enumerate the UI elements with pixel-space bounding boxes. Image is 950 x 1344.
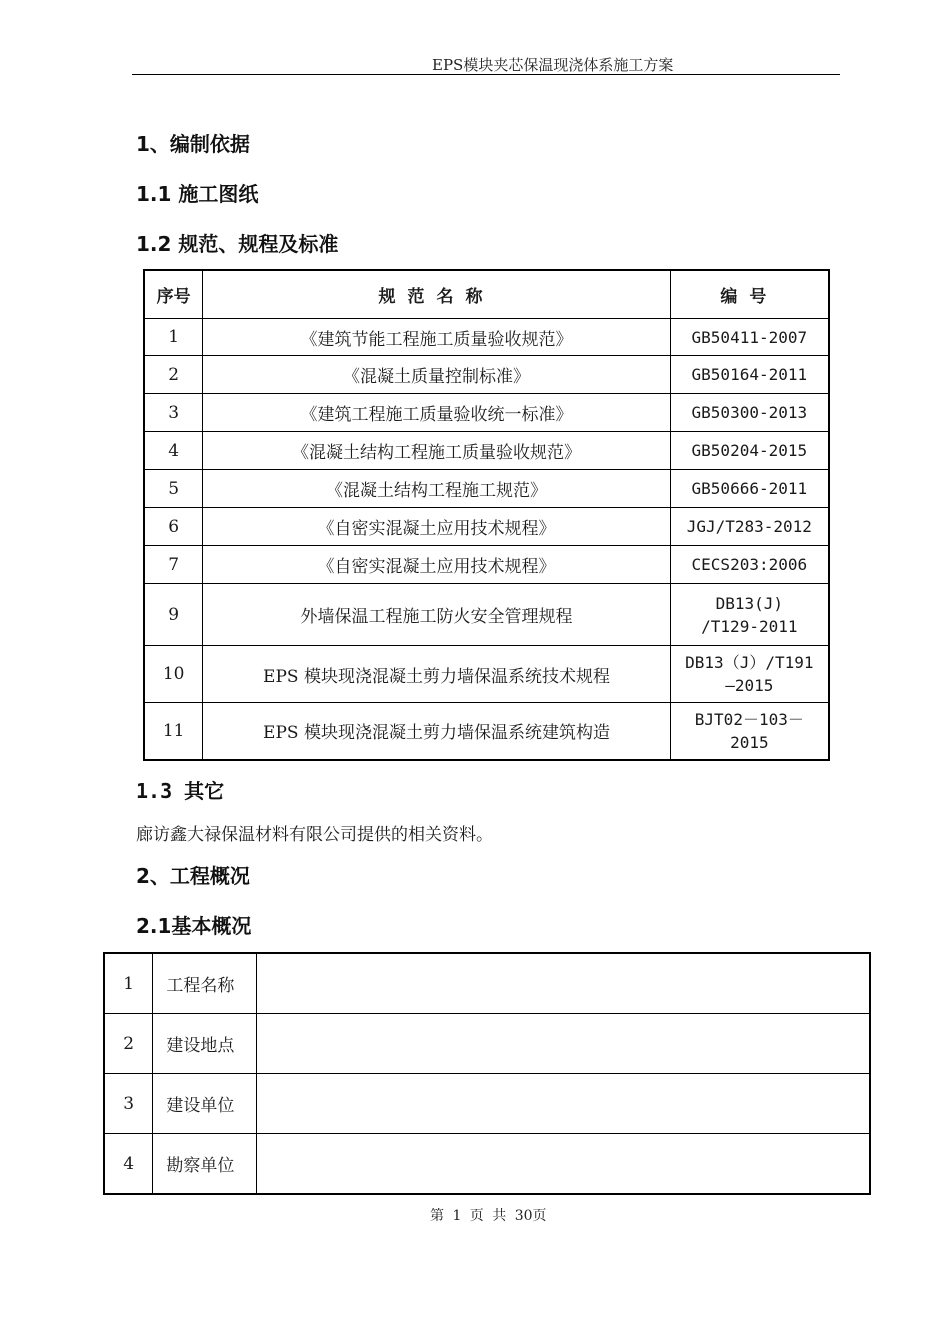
other-materials-text: 廊访鑫大禄保温材料有限公司提供的相关资料。 <box>136 825 493 845</box>
cell-label: 建设单位 <box>153 1074 257 1134</box>
cell-standard-name: 《混凝土结构工程施工质量验收规范》 <box>203 432 670 470</box>
code-line: DB13(J) <box>715 593 784 613</box>
cell-standard-name: 《自密实混凝土应用技术规程》 <box>203 508 670 546</box>
table-row <box>144 470 829 508</box>
section-heading-1-2: 1.2 规范、规程及标准 <box>136 232 339 256</box>
cell-no: 1 <box>104 953 153 1014</box>
cell-no: 3 <box>104 1074 153 1134</box>
table-row <box>104 953 870 1014</box>
table-row <box>104 1014 870 1074</box>
cell-standard-name: 《自密实混凝土应用技术规程》 <box>203 546 670 584</box>
cell-label: 建设地点 <box>153 1014 257 1074</box>
header-cell-code: 编号 <box>670 270 829 319</box>
cell-standard-code <box>670 394 829 432</box>
cell-standard-name: 《建筑工程施工质量验收统一标准》 <box>203 394 670 432</box>
cell-standard-code <box>670 546 829 584</box>
code-line: —2015 <box>725 676 774 695</box>
cell-standard-code <box>670 508 829 546</box>
section-heading-1-1: 1.1 施工图纸 <box>136 182 259 206</box>
header-cell-no: 序号 <box>144 270 203 319</box>
table-row <box>144 546 829 584</box>
standards-table <box>143 269 830 761</box>
cell-standard-code <box>670 584 829 646</box>
cell-standard-name: 《混凝土结构工程施工规范》 <box>203 470 670 508</box>
code-line: GB50164-2011 <box>691 365 808 384</box>
cell-standard-code <box>670 646 829 703</box>
code-line: GB50300-2013 <box>691 403 808 422</box>
cell-no: 5 <box>144 470 203 508</box>
cell-no: 4 <box>104 1134 153 1195</box>
cell-no: 11 <box>144 703 203 760</box>
cell-standard-code <box>670 432 829 470</box>
code-line: GB50666-2011 <box>691 479 808 498</box>
project-info-table <box>103 952 871 1195</box>
document-header-title: EPS模块夹芯保温现浇体系施工方案 <box>432 56 674 74</box>
section-heading-1-3: 1.3 其它 <box>136 779 225 803</box>
cell-no: 2 <box>104 1014 153 1074</box>
cell-value <box>257 953 870 1014</box>
code-line: /T129-2011 <box>701 616 798 636</box>
section-heading-1: 1、编制依据 <box>136 132 250 156</box>
table-row <box>104 1074 870 1134</box>
table-row <box>144 319 829 356</box>
cell-standard-code <box>670 356 829 394</box>
cell-standard-name: 《建筑节能工程施工质量验收规范》 <box>203 319 670 356</box>
code-line: JGJ/T283-2012 <box>686 517 812 536</box>
cell-no: 3 <box>144 394 203 432</box>
cell-no: 2 <box>144 356 203 394</box>
table-row <box>144 356 829 394</box>
code-line: CECS203:2006 <box>691 555 808 574</box>
table-header-row <box>144 270 829 319</box>
cell-standard-name: 《混凝土质量控制标准》 <box>203 356 670 394</box>
cell-value <box>257 1014 870 1074</box>
cell-value <box>257 1074 870 1134</box>
cell-no: 1 <box>144 319 203 356</box>
code-line: GB50411-2007 <box>691 327 808 347</box>
table-row <box>144 508 829 546</box>
cell-no: 10 <box>144 646 203 703</box>
header-cell-name: 规范名称 <box>203 270 670 319</box>
code-line: BJT02－103－ <box>694 709 804 729</box>
table-row <box>104 1134 870 1195</box>
cell-label: 工程名称 <box>153 953 257 1014</box>
header-rule <box>132 74 840 75</box>
code-line: GB50204-2015 <box>691 441 808 460</box>
code-line: 2015 <box>730 732 769 752</box>
cell-no: 9 <box>144 584 203 646</box>
cell-standard-code <box>670 703 829 760</box>
cell-no: 6 <box>144 508 203 546</box>
cell-standard-name: EPS 模块现浇混凝土剪力墙保温系统建筑构造 <box>203 703 670 760</box>
cell-label: 勘察单位 <box>153 1134 257 1195</box>
cell-value <box>257 1134 870 1195</box>
cell-no: 4 <box>144 432 203 470</box>
section-heading-2: 2、工程概况 <box>136 864 250 888</box>
cell-no: 7 <box>144 546 203 584</box>
table-row <box>144 703 829 760</box>
cell-standard-name: EPS 模块现浇混凝土剪力墙保温系统技术规程 <box>203 646 670 703</box>
section-heading-2-1: 2.1基本概况 <box>136 914 252 938</box>
table-row <box>144 432 829 470</box>
cell-standard-code <box>670 319 829 356</box>
cell-standard-name: 外墙保温工程施工防火安全管理规程 <box>203 584 670 646</box>
table-row <box>144 394 829 432</box>
table-row <box>144 646 829 703</box>
code-line: DB13（J）/T191 <box>685 653 814 672</box>
cell-standard-code <box>670 470 829 508</box>
table-row <box>144 584 829 646</box>
page-footer: 第 1 页 共 30页 <box>430 1208 547 1224</box>
